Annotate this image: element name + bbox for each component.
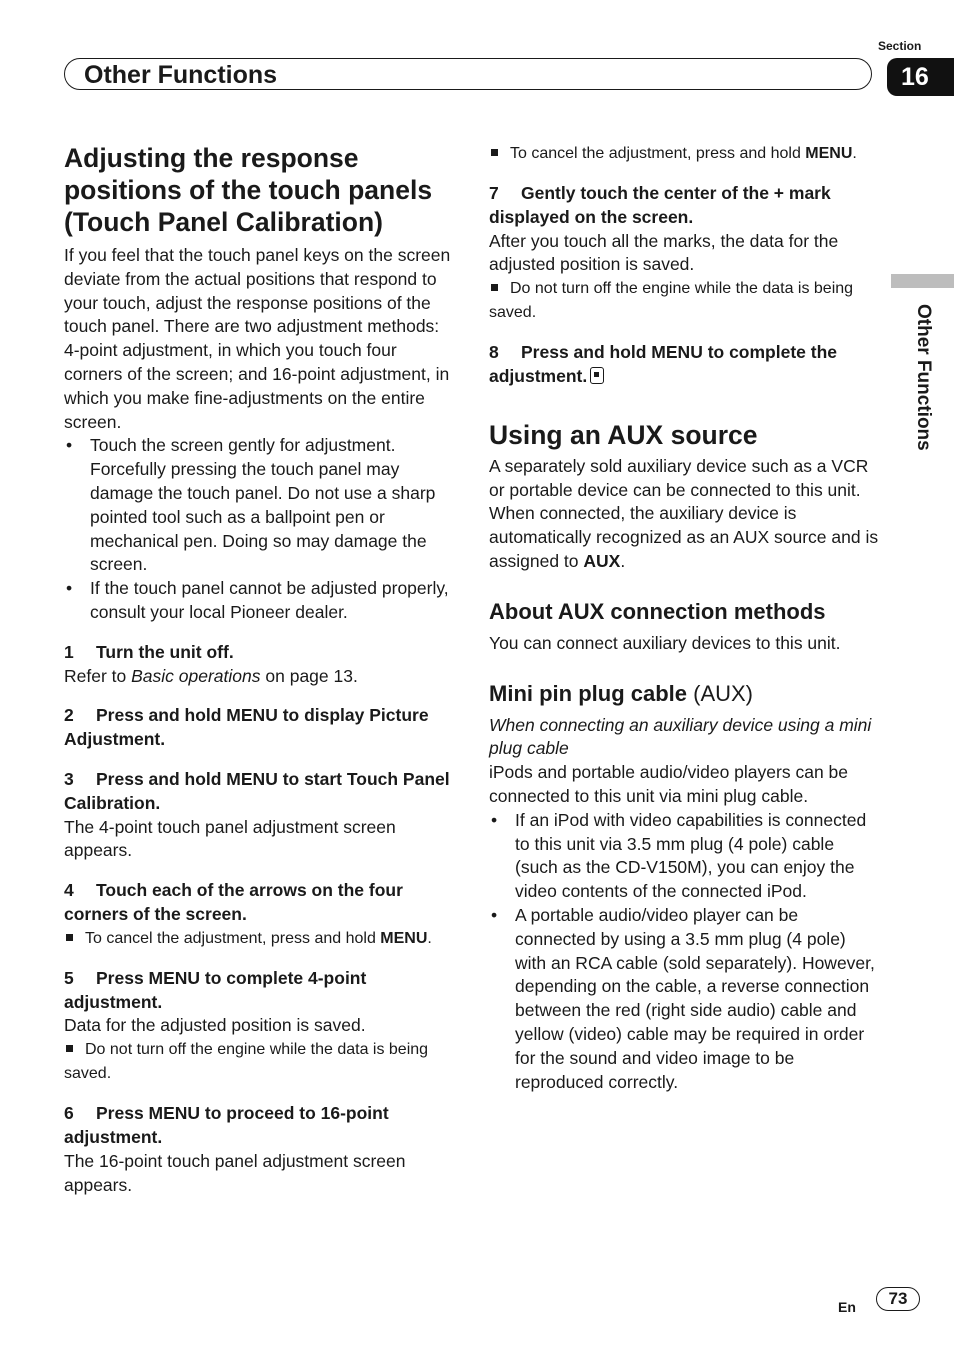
note-square-icon xyxy=(66,1045,73,1052)
step-5-body: Data for the adjusted position is saved. xyxy=(64,1015,366,1036)
right-column xyxy=(489,142,881,1094)
basic-operations-link: Basic operations xyxy=(131,665,261,686)
step-7-note: Do not turn off the engine while the data is being saved. xyxy=(489,280,854,322)
side-tab-label: Other Functions xyxy=(913,304,934,451)
section-number-badge: 16 xyxy=(887,58,954,96)
list-item: • If an iPod with video capabilities is connected to this unit via 3.5 mm plug (4 pole) cable (such as the CD-V150M), you can enjoy the video contents of the connected iPod. xyxy=(489,809,881,904)
step-4: 4 Touch each of the arrows on the four corners of the screen. xyxy=(64,880,403,924)
step-2: 2 Press and hold MENU to display Picture Adjustment. xyxy=(64,705,429,750)
mini-pin-italic: When connecting an auxiliary device using a mini plug cable xyxy=(489,714,872,759)
step-5: 5 Press MENU to complete 4-point adjustment. xyxy=(64,967,367,1012)
step-7: 7 Gently touch the center of the + mark displayed on the screen. xyxy=(489,183,831,227)
step-8: 8 Press and hold MENU to complete the adjustment. xyxy=(489,342,838,386)
step-3-body: The 4-point touch panel adjustment screen appears. xyxy=(64,816,396,861)
mini-pin-heading: Mini pin plug cable (AUX) xyxy=(489,680,754,706)
step-6: 6 Press MENU to proceed to 16-point adjustment. xyxy=(64,1103,389,1147)
end-of-section-icon xyxy=(590,367,604,384)
step-1-body: Refer to Basic operations on page 13. xyxy=(64,665,358,686)
list-item: • Touch the screen gently for adjustment. Forcefully pressing the touch panel may damage the touch panel. Do not use a sharp pointed tool such as a ballpoint pen or mechanical pen. Doing so may damage the screen. xyxy=(64,434,454,577)
header-title: Other Functions xyxy=(84,61,278,89)
mini-pin-body: iPods and portable audio/video players can be connected to this unit via mini plug cable. xyxy=(489,762,848,806)
step-4-note: To cancel the adjustment, press and hold MENU. xyxy=(64,927,454,951)
language-code: En xyxy=(838,1299,856,1315)
aux-methods-heading: About AUX connection methods xyxy=(489,598,826,624)
step-5-note: Do not turn off the engine while the data is being saved. xyxy=(64,1041,429,1083)
page-number: 73 xyxy=(876,1287,920,1311)
note-square-icon xyxy=(491,284,498,291)
section-label: Section xyxy=(878,39,922,53)
side-tab-marker xyxy=(891,274,954,288)
step-6-note: To cancel the adjustment, press and hold MENU. xyxy=(489,142,881,166)
calibration-heading: Adjusting the response positions of the touch panels (Touch Panel Calibration) xyxy=(64,143,433,237)
calibration-intro: If you feel that the touch panel keys on the screen deviate from the actual positions that respond to your touch, adjust the response positions of the touch panel. There are two adjustment methods: 4-point adjustment, in which you touch four corners of the screen; and 16-point adjustment, in which you make fine-adjustments on the entire screen. xyxy=(64,245,451,432)
step-6-body: The 16-point touch panel adjustment screen appears. xyxy=(64,1150,406,1195)
list-item: • If the touch panel cannot be adjusted properly, consult your local Pioneer dealer. xyxy=(64,577,454,625)
list-item: • A portable audio/video player can be connected by using a 3.5 mm plug (4 pole) with an RCA cable (sold separately). However, depending on the cable, a reverse connection between the red (right side audio) cable and yellow (video) cable may be required in order for the sound and video image to be reproduced correctly. xyxy=(489,904,881,1094)
note-square-icon xyxy=(491,149,498,156)
step-7-body: After you touch all the marks, the data for the adjusted position is saved. xyxy=(489,230,839,275)
aux-source-heading: Using an AUX source xyxy=(489,419,758,450)
aux-source-body: A separately sold auxiliary device such as a VCR or portable device can be connected to this unit. When connected, the auxiliary device is automatically recognized as an AUX source and is assigned to AUX. xyxy=(489,455,879,571)
aux-methods-body: You can connect auxiliary devices to this unit. xyxy=(489,632,841,653)
left-column xyxy=(64,142,454,1197)
step-3: 3 Press and hold MENU to start Touch Panel Calibration. xyxy=(64,768,450,813)
step-1: 1 Turn the unit off. xyxy=(64,641,234,662)
note-square-icon xyxy=(66,934,73,941)
